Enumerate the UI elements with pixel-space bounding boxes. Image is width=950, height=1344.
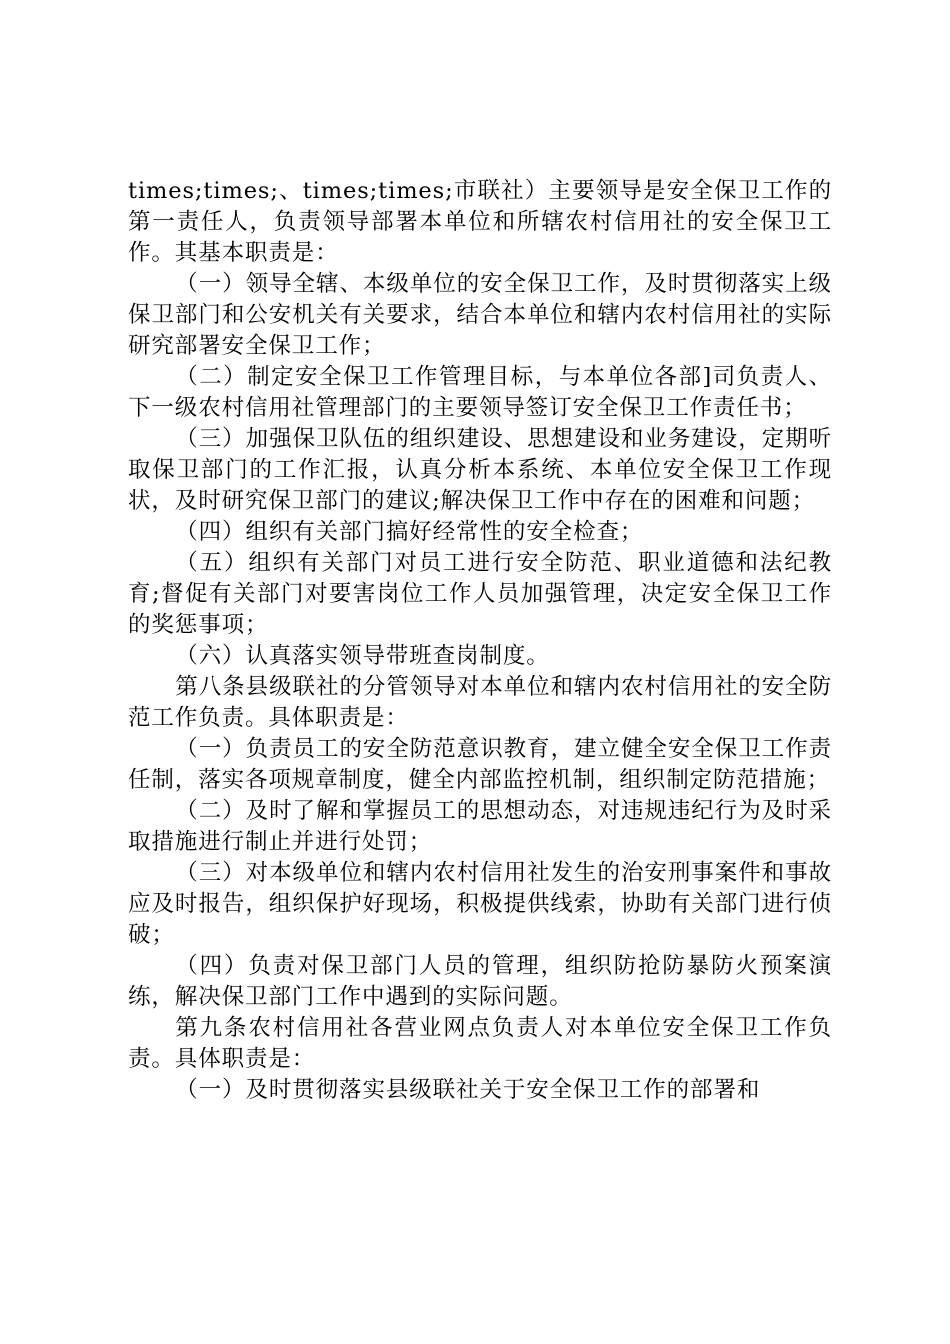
paragraph-article-8-item-1: （一）负责员工的安全防范意识教育，建立健全安全保卫工作责任制，落实各项规章制度，健全内部监控机制，组织制定防范措施； bbox=[128, 736, 832, 793]
paragraph-article-8-item-2: （二）及时了解和掌握员工的思想动态，对违规违纪行为及时采取措施进行制止并进行处罚； bbox=[128, 798, 832, 855]
paragraph-item-5: （五）组织有关部门对员工进行安全防范、职业道德和法纪教育;督促有关部门对要害岗位工作人员加强管理，决定安全保卫工作的奖惩事项； bbox=[128, 550, 832, 638]
paragraph-item-4: （四）组织有关部门搞好经常性的安全检查； bbox=[175, 519, 644, 545]
document-body bbox=[128, 176, 832, 1106]
paragraph-article-9: 第九条农村信用社各营业网点负责人对本单位安全保卫工作负责。具体职责是： bbox=[128, 1015, 832, 1072]
paragraph-item-3: （三）加强保卫队伍的组织建设、思想建设和业务建设，定期听取保卫部门的工作汇报，认真分析本系统、本单位安全保卫工作现状，及时研究保卫部门的建议;解决保卫工作中存在的困难和问题； bbox=[128, 426, 832, 514]
paragraph-intro: times;times;、times;times;市联社）主要领导是安全保卫工作的第一责任人，负责领导部署本单位和所辖农村信用社的安全保卫工作。其基本职责是： bbox=[128, 178, 832, 266]
paragraph-item-1: （一）领导全辖、本级单位的安全保卫工作，及时贯彻落实上级保卫部门和公安机关有关要求，结合本单位和辖内农村信用社的实际研究部署安全保卫工作； bbox=[128, 271, 832, 359]
paragraph-article-9-item-1: （一）及时贯彻落实县级联社关于安全保卫工作的部署和 bbox=[175, 1077, 761, 1103]
paragraph-article-8-item-3: （三）对本级单位和辖内农村信用社发生的治安刑事案件和事故应及时报告，组织保护好现场，积极提供线索，协助有关部门进行侦破； bbox=[128, 860, 832, 948]
paragraph-item-2: （二）制定安全保卫工作管理目标，与本单位各部]司负责人、下一级农村信用社管理部门的主要领导签订安全保卫工作责任书； bbox=[128, 364, 832, 421]
paragraph-item-6: （六）认真落实领导带班查岗制度。 bbox=[175, 643, 550, 669]
paragraph-article-8: 第八条县级联社的分管领导对本单位和辖内农村信用社的安全防范工作负责。具体职责是： bbox=[128, 674, 832, 731]
paragraph-article-8-item-4: （四）负责对保卫部门人员的管理，组织防抢防暴防火预案演练，解决保卫部门工作中遇到的实际问题。 bbox=[128, 953, 832, 1010]
